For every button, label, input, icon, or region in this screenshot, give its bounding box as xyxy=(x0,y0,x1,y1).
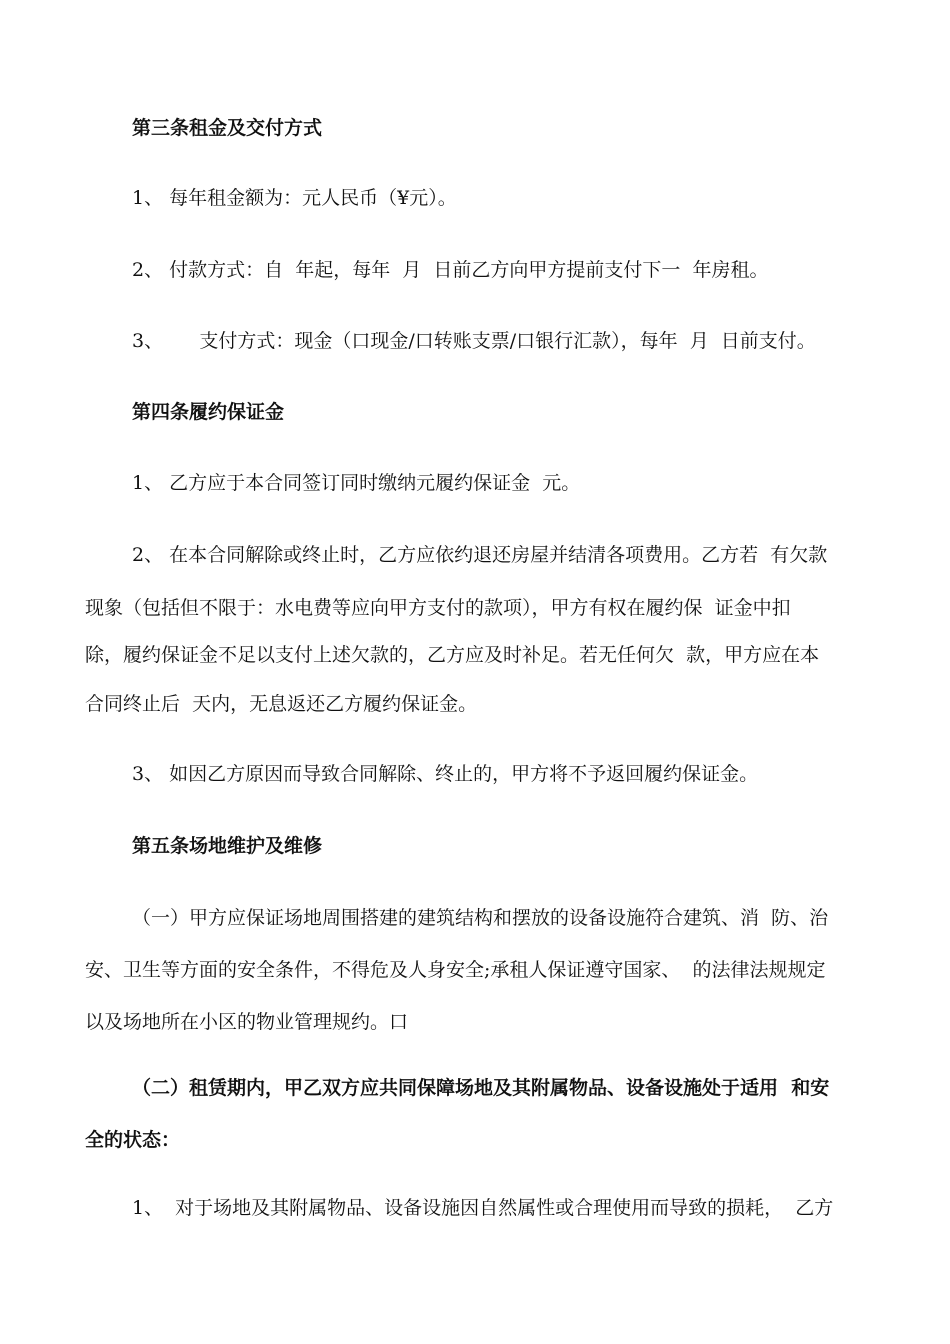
article-4-item-3: 3、 如因乙方原因而导致合同解除、终止的，甲方将不予返回履约保证金。 xyxy=(132,763,759,785)
article-4-item-2-line-2: 现象（包括但不限于：水电费等应向甲方支付的款项），甲方有权在履约保 证金中扣 xyxy=(85,597,791,619)
article-4-heading: 第四条履约保证金 xyxy=(132,401,285,423)
article-5-para-2-line-2: 全的状态： xyxy=(85,1129,181,1151)
article-4-item-1: 1、 乙方应于本合同签订同时缴纳元履约保证金 元。 xyxy=(132,472,581,494)
article-3-heading: 第三条租金及交付方式 xyxy=(132,117,323,139)
article-5-item-1: 1、 对于场地及其附属物品、设备设施因自然属性或合理使用而导致的损耗， 乙方 xyxy=(132,1197,834,1219)
article-3-item-2: 2、 付款方式：自 年起，每年 月 日前乙方向甲方提前支付下一 年房租。 xyxy=(132,259,769,281)
article-5-para-1-line-1: （一）甲方应保证场地周围搭建的建筑结构和摆放的设备设施符合建筑、消 防、治 xyxy=(132,907,829,929)
article-5-para-1-line-2: 安、卫生等方面的安全条件，不得危及人身安全;承租人保证遵守国家、 的法律法规规定 xyxy=(85,959,826,981)
article-4-item-2-line-4: 合同终止后 天内，无息返还乙方履约保证金。 xyxy=(85,693,478,715)
article-5-para-2-line-1: （二）租赁期内，甲乙双方应共同保障场地及其附属物品、设备设施处于适用 和安 xyxy=(132,1077,830,1099)
article-4-item-2-line-3: 除，履约保证金不足以支付上述欠款的，乙方应及时补足。若无任何欠 款，甲方应在本 xyxy=(85,644,820,666)
article-3-item-3: 3、 支付方式：现金（口现金/口转账支票/口银行汇款），每年 月 日前支付。 xyxy=(132,330,816,352)
article-5-para-1-line-3: 以及场地所在小区的物业管理规约。口 xyxy=(85,1011,409,1033)
article-3-item-1: 1、 每年租金额为：元人民币（¥元）。 xyxy=(132,187,457,209)
article-4-item-2-line-1: 2、 在本合同解除或终止时，乙方应依约退还房屋并结清各项费用。乙方若 有欠款 xyxy=(132,544,828,566)
article-5-heading: 第五条场地维护及维修 xyxy=(132,835,323,857)
